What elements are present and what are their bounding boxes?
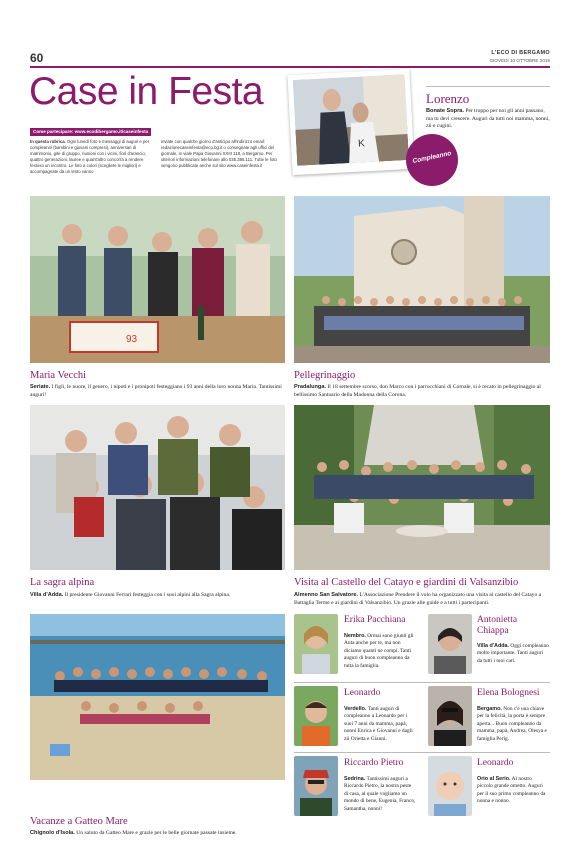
lorenzo-title: Lorenzo xyxy=(426,91,470,106)
birthday-rule-1 xyxy=(294,682,550,683)
maria-vecchi-text xyxy=(30,384,285,399)
compleanno-badge xyxy=(409,137,455,183)
intro-col1-text: Ogni lunedì foto e messaggi di auguri e per compleanni (bambini e giovani compresi), anniversari di matrimonio, gite di gruppo, riunioni con i vicini, fiori d'arancio, quattro generazioni, lauree e quant'altro concorra a rendere festoso un incontro. Le foto a colori (scegliete le migliori) e accompagnate da un testo vanno xyxy=(30,139,150,174)
intro-lead: In questa rubrica. xyxy=(30,139,66,144)
antonietta-text xyxy=(477,643,549,665)
antonietta-place: Villa d'Adda. xyxy=(477,643,510,649)
maria-vecchi-place: Seriate. xyxy=(30,384,51,390)
erika-text xyxy=(344,633,416,670)
lorenzo-msg: Per troppo per noi gli anni passano, ma tu devi crescere. Auguri da tutti noi mamma, nonni, zii e cugini. xyxy=(426,108,550,130)
antonietta-msg: Oggi compleanno molto importante. Tanti auguri da tutti i tuoi cari. xyxy=(477,643,549,664)
erika-msg: Ormai sono giunti gli Anta anche per te, ma non diciamo quanti ne compi. Tanti auguri di buon compleanno da tutta la famiglia. xyxy=(344,633,414,669)
elena-title: Elena Bolognesi xyxy=(477,688,540,698)
leonardo-orio-place: Orio al Serio. xyxy=(477,776,511,782)
svg-text:K: K xyxy=(357,138,366,150)
leonardo-orio-title: Leonardo xyxy=(477,758,514,768)
maria-vecchi-msg: I figli, le nuore, il genero, i nipoti e i pronipoti festeggiano i 93 anni della loro nonna Maria. Tantissimi auguri! xyxy=(30,384,282,398)
sagra-alpina-text xyxy=(30,592,285,600)
gatteo-mare-place: Chignolo d'Isola. xyxy=(30,830,75,836)
riccardo-place: Sedrina. xyxy=(344,776,366,782)
cake-number: 93 xyxy=(126,334,138,345)
intro-col2: inviate con qualche giorno d'anticipo all'indirizzo email: redazionecaseinfesta@eco.bg.it o consegnate agli uffici del giornale, in viale Papa Giovanni XXIII 118, a Bergamo. Per ulteriori informazioni telefonare allo 035.386.111. Tutte le foto vengono pubblicate anche sul sito www.caseinfesta.it xyxy=(161,139,277,168)
riccardo-title: Riccardo Pietro xyxy=(344,758,404,768)
sagra-alpina-title: La sagra alpina xyxy=(30,577,95,588)
castello-place: Almenno San Salvatore. xyxy=(294,592,359,598)
pellegrinaggio-text xyxy=(294,384,550,399)
sagra-alpina-photo xyxy=(30,405,285,570)
intro-col1 xyxy=(30,139,155,175)
leonardo-verdello-title: Leonardo xyxy=(344,688,381,698)
antonietta-title: Antonietta Chiappa xyxy=(477,615,518,636)
riccardo-msg: Tantissimi auguri a Riccardo Pietro, la nostra peste di casa, al quale vogliamo un mondo di bene, Eugenia, Franco, Samantha, nonni! xyxy=(344,776,416,812)
castello-photo xyxy=(294,405,550,570)
riccardo-text xyxy=(344,776,416,813)
lorenzo-text xyxy=(426,108,550,131)
header-rule xyxy=(30,66,550,68)
issue-date: GIOVEDÌ 10 OTTOBRE 2019 xyxy=(489,58,550,63)
erika-title: Erika Pacchiana xyxy=(344,615,406,625)
riccardo-photo xyxy=(294,756,338,816)
badge-label: Compleanno xyxy=(412,149,452,166)
castello-msg: L'Associazione Prendere il volo ha organizzato una visita al castello del Catayo a Battaglia Terme e ai giardini di Valsanzibio. Un grazie alle guide e a tutti i partecipanti. xyxy=(294,592,542,606)
sagra-alpina-place: Villa d'Adda. xyxy=(30,592,64,598)
lorenzo-place: Bonate Sopra. xyxy=(426,108,464,114)
castello-title: Visita al Castello del Catayo e giardini di Valsanzibio xyxy=(294,577,519,588)
maria-vecchi-title: Maria Vecchi xyxy=(30,370,87,381)
leonardo-orio-photo xyxy=(428,756,472,816)
leonardo-verdello-place: Verdello. xyxy=(344,706,367,712)
elena-place: Bergamo. xyxy=(477,706,502,712)
pellegrinaggio-msg: Il 18 settembre scorso, don Marco con i parrocchiani di Cornale, si è recato in pellegrinaggio al bellissimo Santuario della Madonna della Corona. xyxy=(294,384,541,398)
elena-text xyxy=(477,706,549,743)
pellegrinaggio-title: Pellegrinaggio xyxy=(294,370,356,381)
castello-text xyxy=(294,592,550,607)
sagra-alpina-msg: Il presidente Giovanni Ferrari festeggia con i suoi alpini alla Sagra alpina. xyxy=(64,592,231,598)
leonardo-verdello-photo xyxy=(294,686,338,746)
lorenzo-rule xyxy=(426,86,550,87)
gatteo-mare-title: Vacanze a Gatteo Mare xyxy=(30,816,128,827)
page-number: 60 xyxy=(30,51,44,65)
section-title: Case in Festa xyxy=(29,70,264,113)
leonardo-verdello-msg: Tanti auguri di compleanno a Leonardo per i suoi 7 anni da mamma, papà, nonni Enrica e Giovanni e dagli zii Orietta e Gianni. xyxy=(344,706,413,742)
maria-vecchi-photo xyxy=(30,196,285,363)
leonardo-orio-msg: Al nostro piccolo grande ometto. Auguri per il suo primo compleanno da nonna e nonno. xyxy=(477,776,546,805)
gatteo-mare-photo xyxy=(30,614,285,780)
leonardo-verdello-text xyxy=(344,706,416,743)
erika-place: Nembro. xyxy=(344,633,366,639)
erika-photo xyxy=(294,614,338,674)
gatteo-mare-text xyxy=(30,830,285,838)
elena-msg: Non c'è una chiave per la felicità, la porta è sempre aperta... Buon compleanno da mamma, papà, Andrea, Olesya e famiglia Perig. xyxy=(477,706,547,742)
birthday-rule-2 xyxy=(294,752,550,753)
pellegrinaggio-photo xyxy=(294,196,550,363)
elena-photo xyxy=(428,686,472,746)
paper-name: L'ECO DI BERGAMO xyxy=(491,50,550,56)
polaroid-frame xyxy=(287,69,414,175)
leonardo-orio-text xyxy=(477,776,549,806)
gatteo-mare-msg: Un saluto da Gatteo Mare e grazie per le belle giornate passate insieme. xyxy=(76,830,237,836)
lorenzo-photo xyxy=(293,74,409,166)
antonietta-photo xyxy=(428,614,472,674)
intro-banner: Come partecipare: www.ecodibergamo.it/caseinfesta xyxy=(30,128,151,136)
pellegrinaggio-place: Pradalunga. xyxy=(294,384,327,390)
